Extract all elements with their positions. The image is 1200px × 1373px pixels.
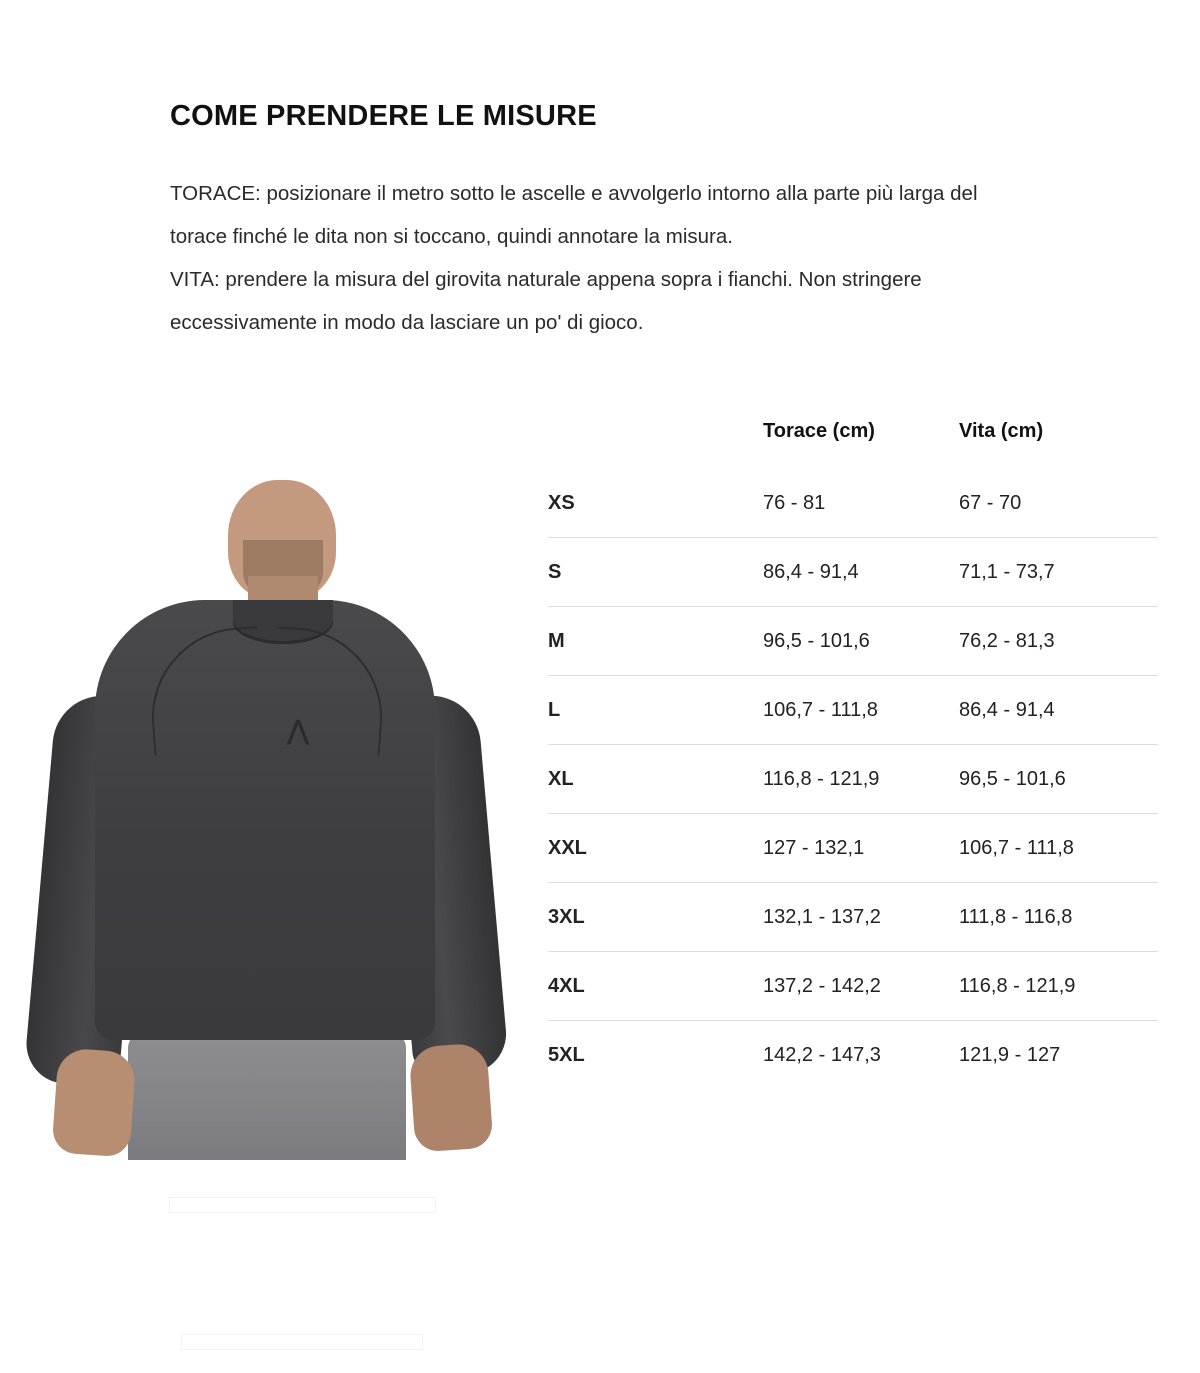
model-shirt	[95, 600, 435, 1040]
header-size	[548, 420, 763, 469]
cell-size: M	[548, 607, 763, 676]
table-header-row	[548, 420, 1158, 469]
cell-chest: 132,1 - 137,2	[763, 883, 959, 952]
waist-measure-bar	[182, 1335, 422, 1349]
size-table-body	[548, 469, 1158, 1089]
model-shorts	[128, 1032, 406, 1160]
cell-waist: 76,2 - 81,3	[959, 607, 1158, 676]
header-waist: Vita (cm)	[959, 420, 1044, 442]
table-row	[548, 814, 1158, 883]
cell-waist: 67 - 70	[959, 492, 1022, 514]
measurement-illustration	[0, 480, 545, 1328]
brand-logo-icon: ⋀	[287, 715, 309, 745]
cell-size: 3XL	[548, 883, 763, 952]
size-table-head	[548, 420, 1158, 469]
model-hand-left	[51, 1047, 136, 1157]
cell-size: 5XL	[548, 1021, 763, 1090]
chest-marker-right-cap	[423, 1190, 435, 1235]
header-chest: Torace (cm)	[763, 420, 875, 442]
chest-measure-label: CHEST	[258, 1170, 329, 1191]
cell-chest: 116,8 - 121,9	[763, 745, 959, 814]
chest-marker-left-cap	[170, 1190, 182, 1235]
cell-waist: 86,4 - 91,4	[959, 676, 1158, 745]
cell-size: S	[548, 538, 763, 607]
cell-waist: 116,8 - 121,9	[959, 952, 1158, 1021]
cell-size: XS	[548, 492, 575, 514]
cell-chest: 86,4 - 91,4	[763, 538, 959, 607]
instructions-block	[170, 172, 1030, 344]
table-row	[548, 745, 1158, 814]
cell-waist: 71,1 - 73,7	[959, 538, 1158, 607]
table-row	[548, 1021, 1158, 1090]
cell-chest: 137,2 - 142,2	[763, 952, 959, 1021]
table-row	[548, 538, 1158, 607]
page-title: COME PRENDERE LE MISURE	[170, 100, 597, 132]
model-hand-right	[408, 1042, 493, 1152]
cell-size: 4XL	[548, 952, 763, 1021]
cell-waist: 96,5 - 101,6	[959, 745, 1158, 814]
table-row	[548, 607, 1158, 676]
cell-size: XL	[548, 745, 763, 814]
table-row	[548, 952, 1158, 1021]
table-row	[548, 469, 1158, 538]
waist-measure-label: WAIST	[262, 1307, 329, 1328]
table-row	[548, 883, 1158, 952]
chest-measure-bar	[170, 1198, 435, 1212]
cell-size: XXL	[548, 814, 763, 883]
cell-chest: 76 - 81	[763, 492, 826, 514]
model-photo	[0, 480, 545, 1328]
cell-chest: 142,2 - 147,3	[763, 1021, 959, 1090]
chest-instruction: TORACE: posizionare il metro sotto le ascelle e avvolgerlo intorno alla parte più larga del torace finché le dita non si toccano, quindi annotare la misura.	[170, 182, 978, 248]
size-table	[548, 420, 1158, 1089]
waist-instruction: VITA: prendere la misura del girovita naturale appena sopra i fianchi. Non stringere eccessivamente in modo da lasciare un po' di gioco.	[170, 268, 922, 334]
cell-waist: 111,8 - 116,8	[959, 883, 1158, 952]
cell-size: L	[548, 676, 763, 745]
cell-chest: 127 - 132,1	[763, 814, 959, 883]
size-table-container	[548, 420, 1158, 1089]
cell-waist: 106,7 - 111,8	[959, 814, 1158, 883]
cell-chest: 106,7 - 111,8	[763, 676, 959, 745]
table-row	[548, 676, 1158, 745]
cell-waist: 121,9 - 127	[959, 1021, 1158, 1090]
cell-chest: 96,5 - 101,6	[763, 607, 959, 676]
